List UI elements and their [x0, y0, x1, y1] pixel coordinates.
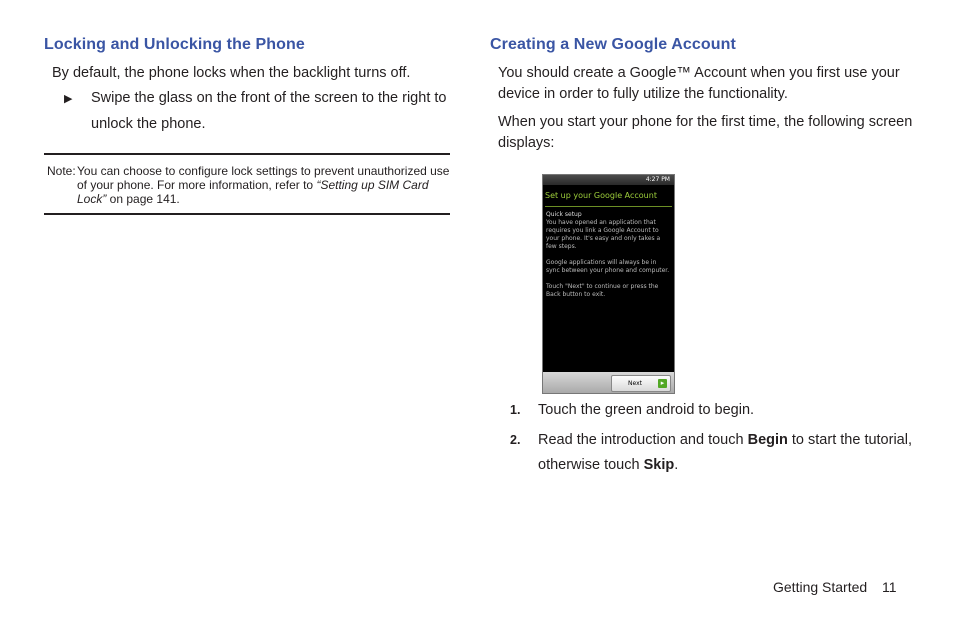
footer-page-number: 11 — [882, 579, 897, 595]
lock-intro-text: By default, the phone locks when the backlight turns off. — [52, 65, 411, 81]
note-box — [44, 153, 450, 215]
step-2-text-d: . — [674, 457, 679, 473]
section-heading-locking: Locking and Unlocking the Phone — [44, 36, 305, 53]
phone-next-button[interactable] — [611, 375, 671, 392]
phone-paragraph-1: You have opened an application that requires you link a Google Account to your phone. It's easy and only takes a few steps. — [546, 219, 661, 250]
note-reference-link[interactable]: “Setting up SIM Card — [316, 178, 429, 192]
google-para2-line1: When you start your phone for the first time, the following screen — [498, 114, 913, 130]
step-2-number: 2. — [510, 433, 521, 447]
phone-status-bar — [543, 175, 674, 185]
step-1-number: 1. — [510, 403, 521, 417]
phone-footer-bar — [543, 372, 674, 393]
google-para1-line2: device in order to fully utilize the functionality. — [498, 86, 788, 102]
google-para1-line1: You should create a Google™ Account when you first use your — [498, 65, 900, 81]
step-1-text: Touch the green android to begin. — [538, 402, 755, 418]
phone-title-divider — [545, 206, 672, 207]
note-line2-text: of your phone. For more information, refer to — [77, 178, 317, 192]
phone-screenshot — [542, 174, 675, 394]
google-para2-line2: displays: — [498, 135, 555, 151]
note-label: Note: — [47, 164, 76, 178]
bullet-arrow-icon: ▶ — [64, 93, 73, 105]
phone-status-time: 4:27 PM — [645, 176, 670, 183]
note-line3 — [77, 192, 180, 206]
step-2-begin: Begin — [747, 432, 788, 448]
step-2-text-b: to start the tutorial, — [787, 432, 912, 448]
phone-paragraph-2: Google applications will always be in sync between your phone and computer. — [546, 259, 670, 274]
step-2-line2 — [538, 455, 678, 476]
next-arrow-icon: ▸ — [658, 379, 667, 388]
note-line1: You can choose to configure lock settings to prevent unauthorized use — [77, 164, 450, 178]
bullet-text-line1: Swipe the glass on the front of the screen to the right to — [91, 90, 447, 106]
step-2-text-a: Read the introduction and touch — [538, 432, 748, 448]
note-line2 — [77, 178, 429, 192]
section-heading-google-account: Creating a New Google Account — [490, 36, 736, 53]
phone-screen-title: Set up your Google Account — [545, 191, 657, 200]
bullet-text-line2: unlock the phone. — [91, 116, 206, 132]
phone-paragraph-3: Touch "Next" to continue or press the Back button to exit. — [546, 283, 659, 298]
phone-quick-setup: Quick setup — [546, 211, 582, 218]
note-page-ref: on page 141. — [106, 192, 180, 206]
note-reference-link-cont[interactable]: Lock” — [77, 192, 107, 206]
step-2-text-c: otherwise touch — [538, 457, 644, 473]
footer-section-name: Getting Started — [773, 579, 868, 595]
step-2-skip: Skip — [643, 457, 675, 473]
step-2-line1 — [538, 430, 912, 451]
phone-next-label: Next — [628, 380, 642, 387]
